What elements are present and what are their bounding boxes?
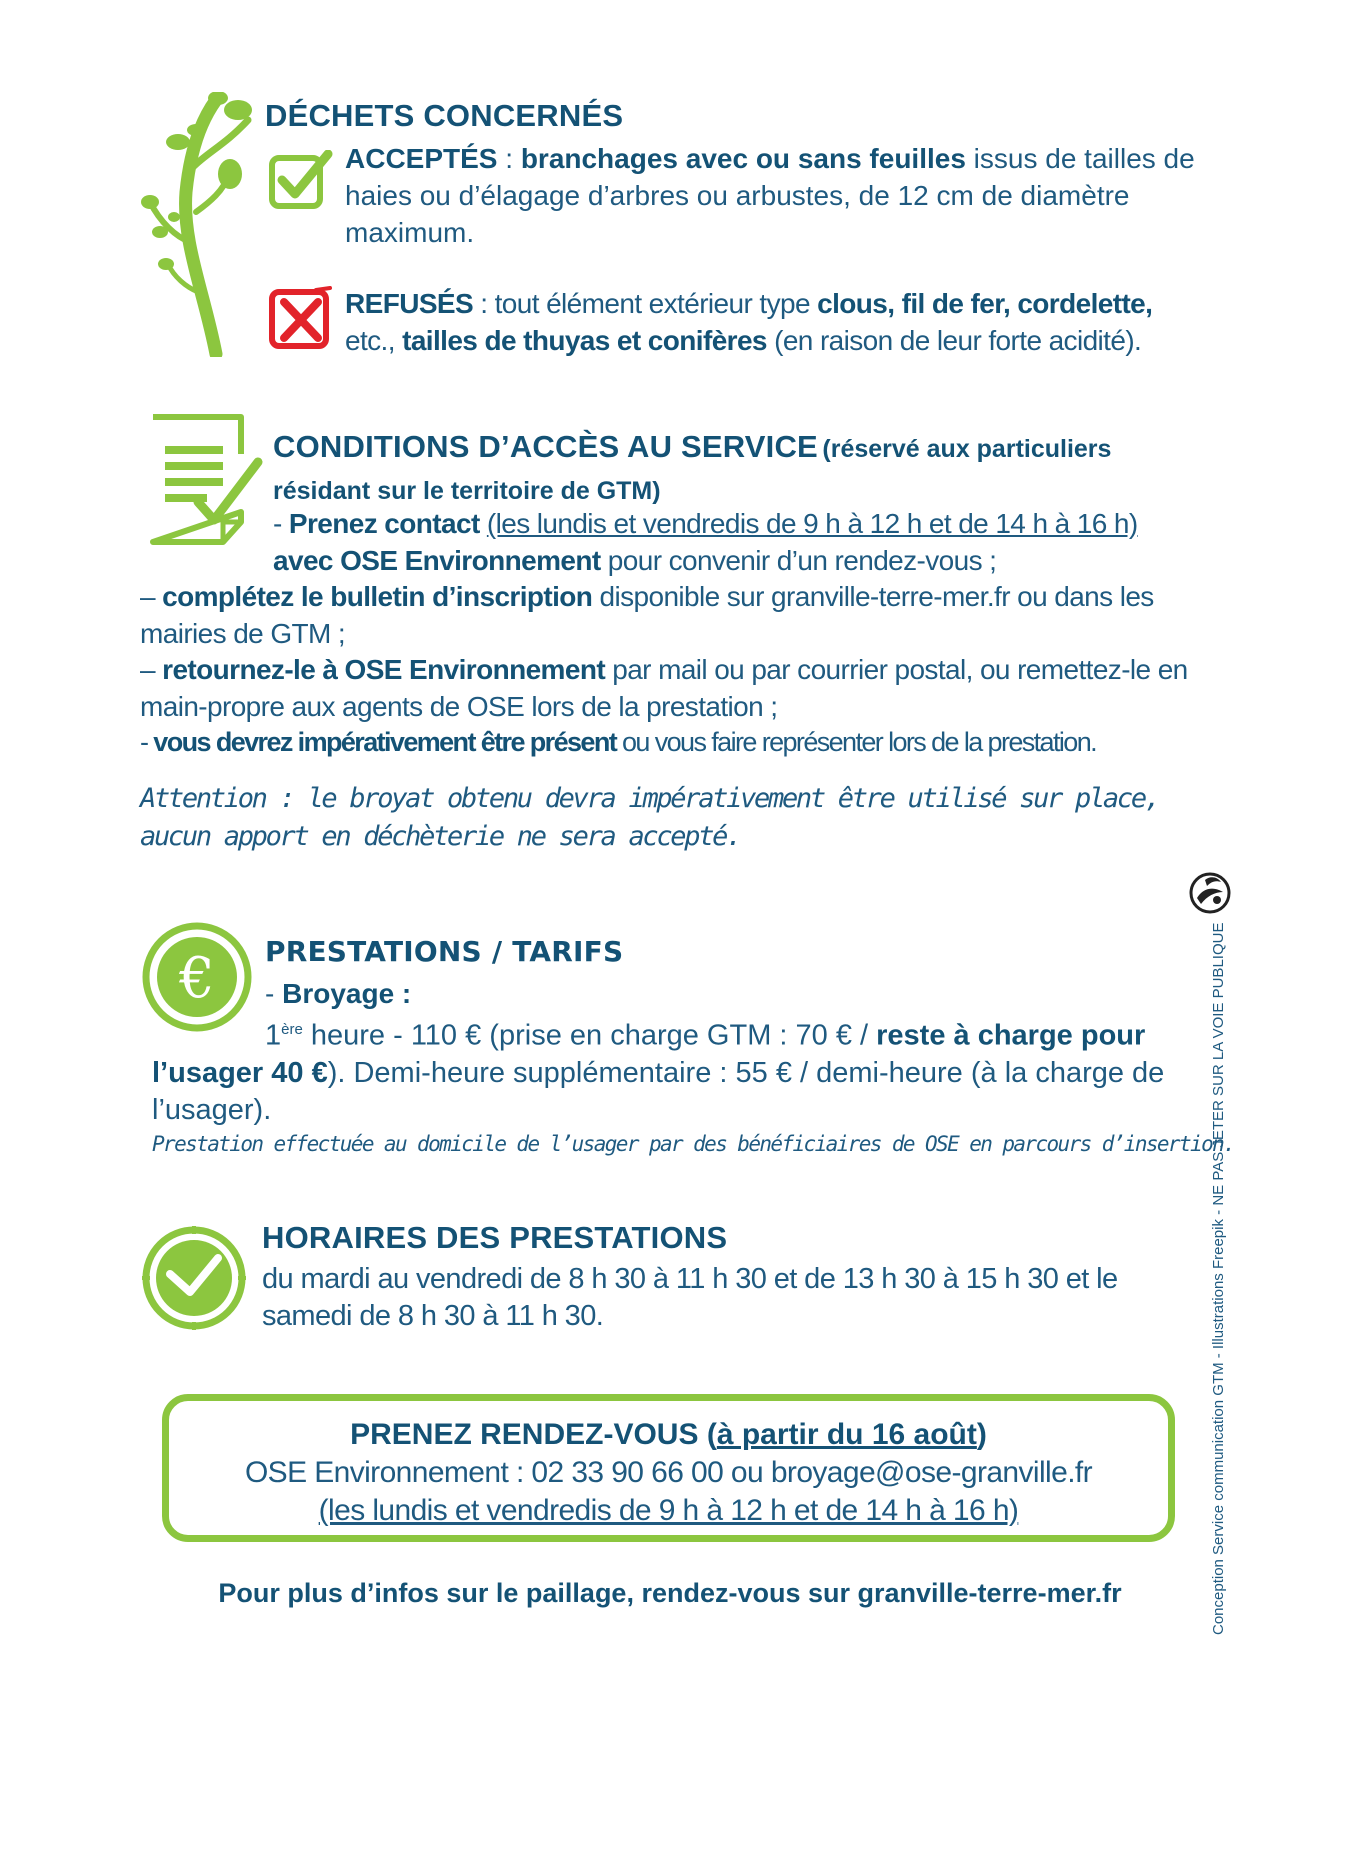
rdv-hours[interactable]: (les lundis et vendredis de 9 h à 12 h et de 14 h à 16 h) xyxy=(318,1494,1019,1527)
acceptes-paragraph: ACCEPTÉS : branchages avec ou sans feuilles issus de tailles de haies ou d’élagage d’arbres ou arbustes, de 12 cm de diamètre maximum. xyxy=(345,143,1195,248)
broyage-line: - Broyage : xyxy=(265,978,412,1009)
refuses-label: REFUSÉS xyxy=(345,288,474,319)
logo-icon xyxy=(1187,870,1233,916)
horaires-title: HORAIRES DES PRESTATIONS xyxy=(262,1220,728,1255)
clock-icon xyxy=(140,1224,248,1332)
footer-link[interactable]: Pour plus d’infos sur le paillage, rendez-vous sur granville-terre-mer.fr xyxy=(218,1578,1122,1608)
rdv-title-line: PRENEZ RENDEZ-VOUS (à partir du 16 août) xyxy=(350,1418,987,1451)
rdv-date-link[interactable]: à partir du 16 août xyxy=(716,1418,977,1451)
conditions-title: CONDITIONS D’ACCÈS AU SERVICE xyxy=(273,429,818,464)
prestation-note: Prestation effectuée au domicile de l’usager par des bénéficiaires de OSE en parcours d’insertion. xyxy=(152,1132,1235,1156)
conditions-header xyxy=(273,428,1193,514)
svg-text:€: € xyxy=(179,946,215,1011)
contact-hours-link[interactable]: (les lundis et vendredis de 9 h à 12 h et de 14 h à 16 h) xyxy=(486,508,1138,539)
document-check-icon xyxy=(148,412,263,547)
conditions-item-3: – retournez-le à OSE Environnement par mail ou par courrier postal, ou remettez-le en main-propre aux agents de OSE lors de la prestation ; xyxy=(140,654,1188,722)
tarifs-title: PRESTATIONS / TARIFS xyxy=(265,935,624,968)
broyage-label: Broyage : xyxy=(282,978,412,1009)
acceptes-label: ACCEPTÉS xyxy=(345,143,498,174)
rdv-contact[interactable]: OSE Environnement : 02 33 90 66 00 ou broyage@ose-granville.fr xyxy=(244,1456,1093,1489)
rendez-vous-box xyxy=(162,1394,1175,1542)
branch-icon xyxy=(138,92,258,357)
horaires-text: du mardi au vendredi de 8 h 30 à 11 h 30 et de 13 h 30 à 15 h 30 et le samedi de 8 h 30 à 11 h 30. xyxy=(262,1263,1118,1332)
checkmark-box-icon xyxy=(268,150,334,210)
attention-note: Attention : le broyat obtenu devra impérativement être utilisé sur place, aucun apport en déchèterie ne sera accepté. xyxy=(140,783,1159,852)
conditions-subtitle: (réservé aux particuliers résidant sur le territoire de GTM) xyxy=(273,435,1112,505)
dechets-title: DÉCHETS CONCERNÉS xyxy=(265,98,624,133)
conditions-item-1: - Prenez contact (les lundis et vendredis de 9 h à 12 h et de 14 h à 16 h) avec OSE Environnement pour convenir d’un rendez-vous ; xyxy=(273,508,1138,576)
acceptes-text: issus de tailles de haies ou d’élagage d’arbres ou arbustes, de 12 cm de diamètre maximum. xyxy=(345,143,1195,248)
refuses-paragraph: REFUSÉS : tout élément extérieur type clous, fil de fer, cordelette, etc., tailles de thuyas et conifères (en raison de leur forte acidité). xyxy=(345,288,1153,356)
reste-a-charge: reste à charge pour l’usager 40 € xyxy=(152,1019,1146,1089)
cross-box-icon xyxy=(268,286,334,352)
credits-vertical: Conception Service communication GTM - Illustrations Freepik - NE PAS JETER SUR LA VOIE PUBLIQUE xyxy=(1210,922,1227,1635)
rdv-title: PRENEZ RENDEZ-VOUS xyxy=(350,1418,699,1451)
acceptes-bold: branchages avec ou sans feuilles xyxy=(520,143,966,174)
conditions-item-2: – complétez le bulletin d’inscription disponible sur granville-terre-mer.fr ou dans les mairies de GTM ; xyxy=(140,581,1154,649)
tarif-details: 1ère heure - 110 € (prise en charge GTM : 70 € / reste à charge pour l’usager 40 €). Demi-heure supplémentaire : 55 € / demi-heure (à la charge de l’usager). xyxy=(152,1019,1165,1126)
conditions-item-4: - vous devrez impérativement être présent ou vous faire représenter lors de la prestation. xyxy=(140,727,1097,757)
